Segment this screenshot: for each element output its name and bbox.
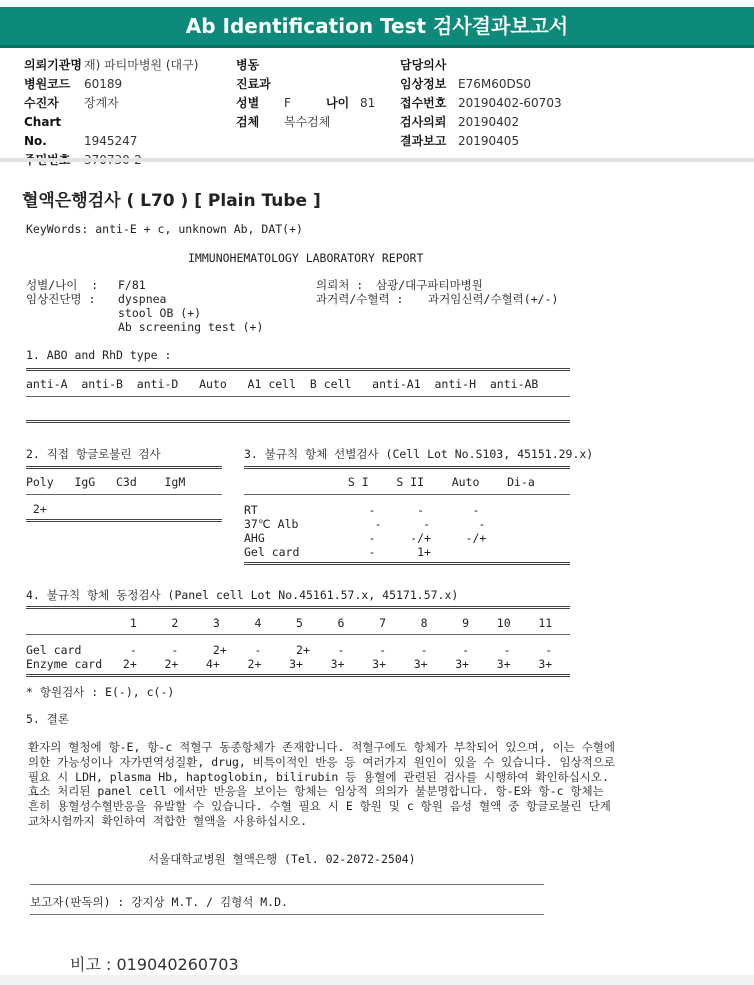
s4-top-rule: [26, 606, 570, 609]
footer-band: [0, 975, 754, 985]
s2-header: Poly IgG C3d IgM: [26, 475, 186, 489]
diagnosis-label: 임상진단명 :: [26, 292, 96, 306]
s5-title: 5. 결론: [26, 712, 69, 726]
diagnosis-line-1: dyspnea: [118, 292, 167, 306]
field-chart-no: Chart No. 1945247: [24, 115, 138, 148]
diagnosis-line-3: Ab screening test (+): [118, 320, 264, 334]
keywords: KeyWords: anti-E + c, unknown Ab, DAT(+): [26, 222, 303, 236]
field-ward: 병동: [236, 58, 260, 72]
field-hospital-code: 병원코드 60189: [24, 77, 123, 91]
field-report-date: 결과보고 20190405: [400, 134, 520, 148]
diagnosis-line-2: stool OB (+): [118, 306, 202, 320]
sex-age-value: F/81: [118, 278, 146, 292]
history-label: 과거력/수혈력 :: [316, 292, 404, 306]
field-request-date: 검사의뢰 20190402: [400, 115, 520, 129]
report-title-line: IMMUNOHEMATOLOGY LABORATORY REPORT: [188, 251, 424, 265]
s3-title: 3. 불규칙 항체 선별검사 (Cell Lot No.S103, 45151.29.x): [244, 447, 594, 461]
field-department: 진료과: [236, 77, 271, 91]
s3-row-ahg: AHG - -/+ -/+: [244, 531, 487, 545]
field-patient: 수진자 장계자: [24, 96, 119, 110]
s3-bottom-rule: [244, 562, 570, 565]
field-sex-age: 성별 F 나이 81: [236, 96, 376, 110]
s4-header: 1 2 3 4 5 6 7 8 9 10 11: [26, 616, 553, 630]
referrer-label: 의뢰처 :: [316, 278, 364, 292]
referrer-value: 삼광/대구파티마병원: [376, 278, 483, 292]
s3-row-gel: Gel card - 1+: [244, 545, 431, 559]
header-col-2: [236, 56, 375, 132]
sex-age-label: 성별/나이 :: [26, 278, 99, 292]
s4-row-gel: Gel card - - 2+ - 2+ - - - - - -: [26, 643, 553, 657]
field-receipt-no: 접수번호 20190402-60703: [400, 96, 562, 110]
section-title: 혈액은행검사 ( L70 ) [ Plain Tube ]: [22, 191, 321, 211]
institution-line: 서울대학교병원 혈액은행 (Tel. 02-2072-2504): [148, 852, 416, 866]
s3-mid-rule: [244, 494, 570, 495]
s2-value: 2+: [26, 502, 47, 516]
s3-top-rule: [244, 466, 570, 469]
s1-mid-rule: [26, 396, 570, 397]
field-doctor: 담당의사: [400, 58, 447, 72]
s3-header: S I S II Auto Di-a: [244, 475, 535, 489]
header-col-3: [400, 56, 562, 151]
s3-row-rt: RT - - -: [244, 503, 480, 517]
history-value: 과거임신력/수혈력(+/-): [428, 292, 559, 306]
s4-mid-rule: [26, 634, 570, 635]
header-col-1: [24, 56, 198, 170]
s2-top-rule: [26, 466, 222, 469]
reporter-line: 보고자(판독의) : 강지상 M.T. / 김형석 M.D.: [30, 895, 288, 909]
s1-header: anti-A anti-B anti-D Auto A1 cell B cell anti-A1 anti-H anti-AB: [26, 377, 539, 391]
s2-mid-rule: [26, 494, 222, 495]
field-clinical-info: 임상정보 E76M60DS0: [400, 77, 531, 91]
s3-row-alb: 37℃ Alb - - -: [244, 517, 486, 531]
s1-bottom-rule: [26, 420, 570, 423]
signature-top-rule: [30, 884, 544, 885]
field-institution: 의뢰기관명 재) 파티마병원 (대구): [24, 58, 199, 72]
s4-row-enzyme: Enzyme card 2+ 2+ 4+ 2+ 3+ 3+ 3+ 3+ 3+ 3+ 3+: [26, 657, 553, 671]
s4-bottom-rule: [26, 674, 570, 677]
remark: 비고 : 019040260703: [70, 955, 239, 974]
s4-antigen: * 항원검사 : E(-), c(-): [26, 685, 175, 699]
field-specimen: 검체 복수검체: [236, 115, 331, 129]
s2-title: 2. 직접 항글로불린 검사: [26, 447, 161, 461]
s2-bottom-rule: [26, 519, 222, 522]
report-title: Ab Identification Test 검사결과보고서: [185, 14, 569, 38]
s1-title: 1. ABO and RhD type :: [26, 348, 172, 362]
conclusion-paragraph: 환자의 혈청에 항-E, 항-c 적혈구 동종항체가 존재합니다. 적혈구에도 항체가 부착되어 있으며, 이는 수혈에 의한 가능성이나 자가면역성질환, drug, 비특이적인 반응 등 여러가지 원인이 있을 수 있습니다. 임상적으로 필요 시 LDH, plasma Hb, haptoglobin, bilirubin 등 용혈에 관련된 검사를 시행하여 확인하십시오. 효소 처리된 panel cell 에서만 반응을 보이는 항체는 임상적 의의가 불분명합니다. 항-E와 항-c 항체는 흔히 용혈성수혈반응을 유발할 수 있습니다. 수혈 필요 시 E 항원 및 c 항원 음성 혈액 중 항글로불린 단계 교차시험까지 확인하여 적합한 혈액을 사용하십시오.: [28, 740, 616, 828]
report-title-bar: [0, 7, 754, 48]
signature-bottom-rule: [30, 914, 544, 915]
header-divider: [0, 158, 754, 162]
s1-top-rule: [26, 368, 570, 371]
s4-title: 4. 불규칙 항체 동정검사 (Panel cell Lot No.45161.57.x, 45171.57.x): [26, 588, 459, 602]
